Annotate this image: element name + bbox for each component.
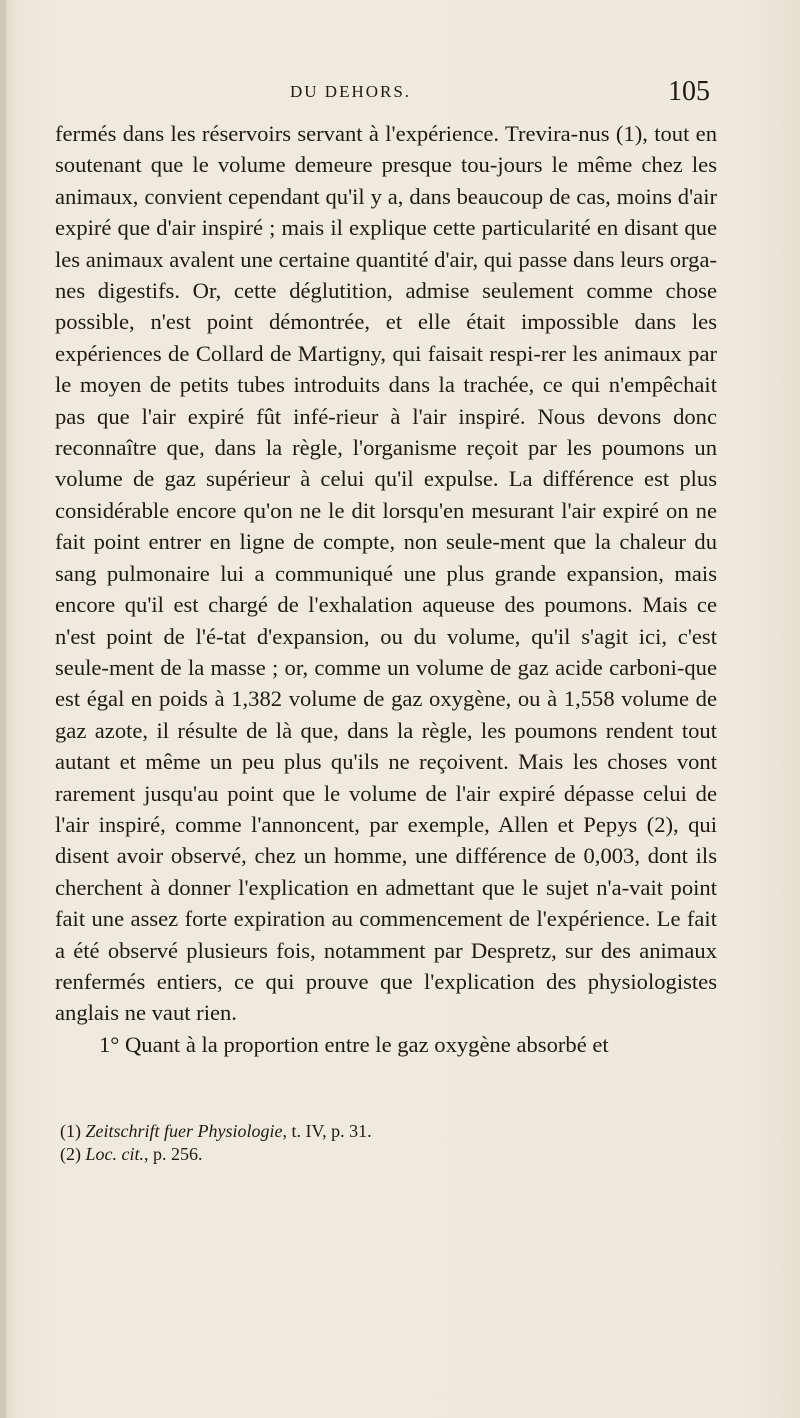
page-header	[210, 76, 710, 114]
page-binding-edge	[0, 0, 6, 1418]
body-text	[55, 118, 717, 1060]
footnote-1-marker: (1)	[60, 1121, 81, 1141]
footnotes	[60, 1120, 700, 1166]
footnote-1	[60, 1120, 700, 1143]
footnote-2	[60, 1143, 700, 1166]
footnote-2-title: Loc. cit.	[85, 1144, 144, 1164]
running-title: DU DEHORS.	[290, 82, 412, 101]
footnote-1-ref: , t. IV, p. 31.	[282, 1121, 372, 1141]
footnote-1-title: Zeitschrift fuer Physiologie	[85, 1121, 283, 1141]
footnote-2-ref: , p. 256.	[144, 1144, 203, 1164]
paragraph-1: fermés dans les réservoirs servant à l'expérience. Trevira-nus (1), tout en soutenant que le volume demeure presque tou-jours le même chez les animaux, convient cependant qu'il y a, dans beaucoup de cas, moins d'air expiré que d'air inspiré ; mais il explique cette particularité en disant que les animaux avalent une certaine quantité d'air, qui passe dans leurs orga-nes digestifs. Or, cette déglutition, admise seulement comme chose possible, n'est point démontrée, et elle était impossible dans les expériences de Collard de Martigny, qui faisait respi-rer les animaux par le moyen de petits tubes introduits dans la trachée, ce qui n'empêchait pas que l'air expiré fût infé-rieur à l'air inspiré. Nous devons donc reconnaître que, dans la règle, l'organisme reçoit par les poumons un volume de gaz supérieur à celui qu'il expulse. La différence est plus considérable encore qu'on ne le dit lorsqu'en mesurant l'air expiré on ne fait point entrer en ligne de compte, non seule-ment que la chaleur du sang pulmonaire lui a communiqué une plus grande expansion, mais encore qu'il est chargé de l'exhalation aqueuse des poumons. Mais ce n'est point de l'é-tat d'expansion, ou du volume, qu'il s'agit ici, c'est seule-ment de la masse ; or, comme un volume de gaz acide carboni-que est égal en poids à 1,382 volume de gaz oxygène, ou à 1,558 volume de gaz azote, il résulte de là que, dans la règle, les poumons rendent tout autant et même un peu plus qu'ils ne reçoivent. Mais les choses vont rarement jusqu'au point que le volume de l'air expiré dépasse celui de l'air inspiré, comme l'annoncent, par exemple, Allen et Pepys (2), qui disent avoir observé, chez un homme, une différence de 0,003, dont ils cherchent à donner l'explication en admettant que le sujet n'a-vait point fait une assez forte expiration au commencement de l'expérience. Le fait a été observé plusieurs fois, notamment par Despretz, sur des animaux renfermés entiers, ce qui prouve que l'explication des physiologistes anglais ne vaut rien.	[55, 121, 717, 1026]
page-number: 105	[668, 76, 710, 107]
paragraph-2: 1° Quant à la proportion entre le gaz oxygène absorbé et	[99, 1031, 609, 1057]
footnote-2-marker: (2)	[60, 1144, 81, 1164]
